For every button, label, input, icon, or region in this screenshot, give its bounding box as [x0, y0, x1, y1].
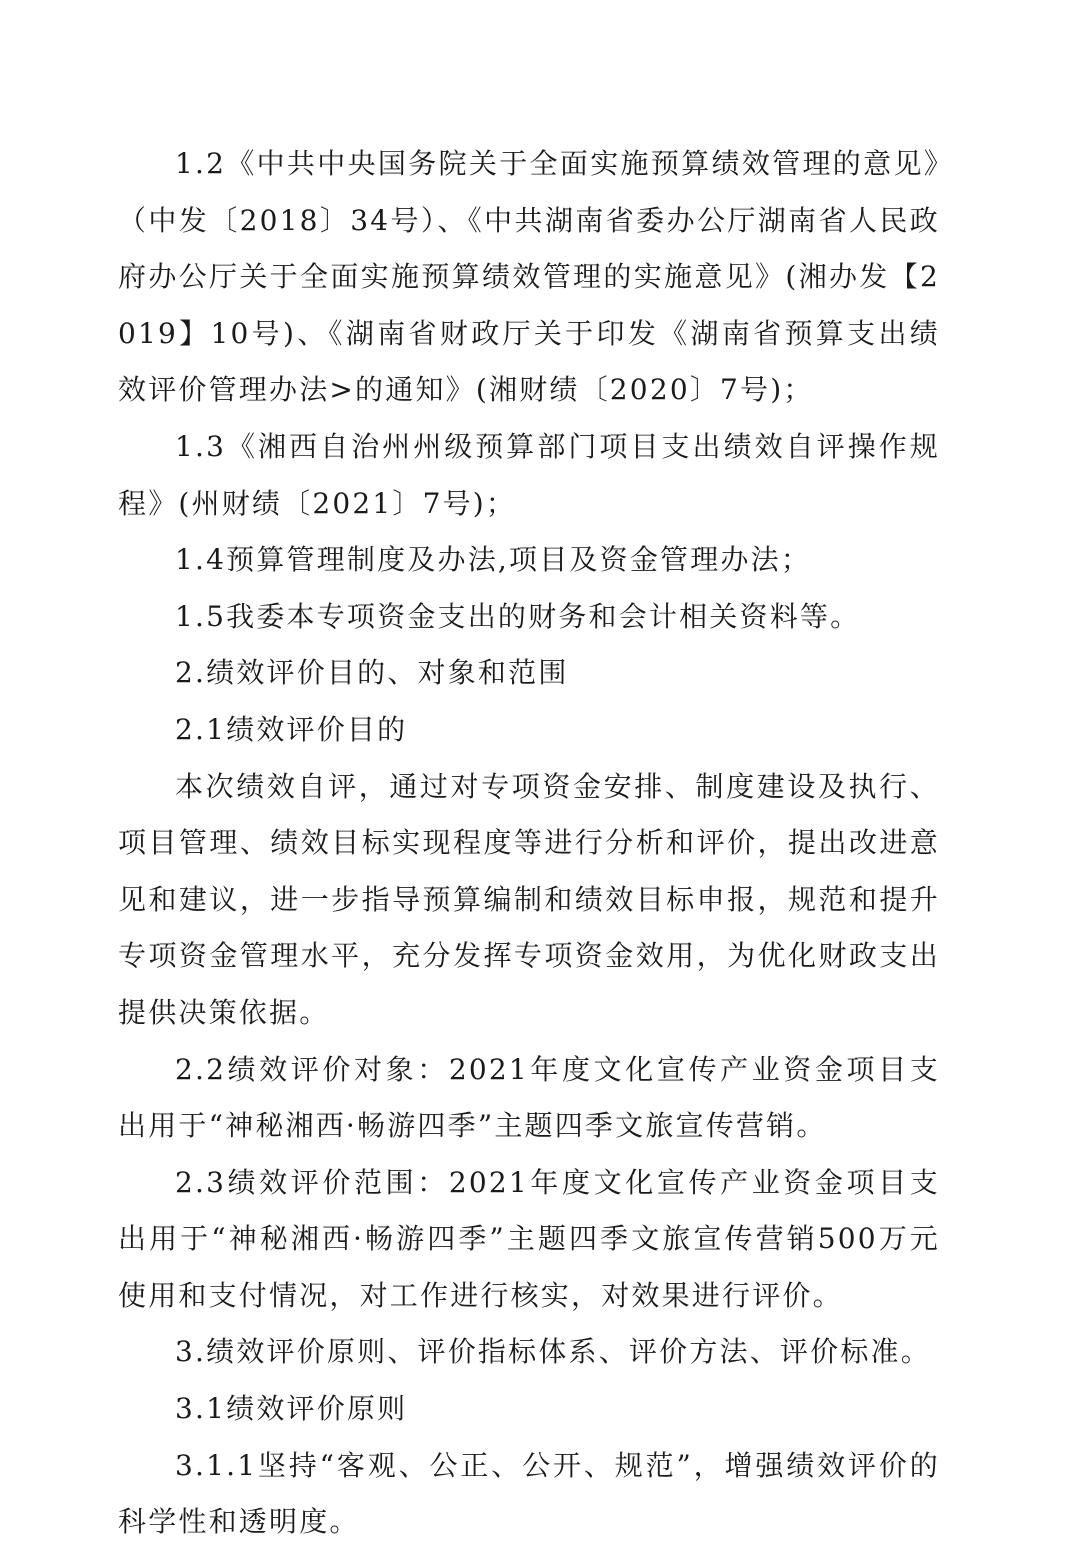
paragraph-principle-3-1-1: 3.1.1坚持“客观、公正、公开、规范”，增强绩效评价的科学性和透明度。 [118, 1448, 940, 1539]
section-heading-2: 2.绩效评价目的、对象和范围 [175, 656, 569, 690]
document-body [118, 136, 940, 1551]
subsection-heading-2-1: 2.1绩效评价目的 [175, 712, 408, 746]
paragraph-basis-1-2: 1.2《中共中央国务院关于全面实施预算绩效管理的意见》（中发〔2018〕34号）、《中共湖南省委办公厅湖南省人民政府办公厅关于全面实施预算绩效管理的实施意见》(湘办发【2019】10号)、《湖南省财政厅关于印发《湖南省预算支出绩效评价管理办法>的通知》(湘财绩〔2020〕7号)； [118, 147, 940, 407]
paragraph-evaluation-scope: 2.3绩效评价范围：2021年度文化宣传产业资金项目支出用于“神秘湘西·畅游四季”主题四季文旅宣传营销500万元使用和支付情况，对工作进行核实，对效果进行评价。 [118, 1165, 940, 1312]
paragraph-basis-1-5: 1.5我委本专项资金支出的财务和会计相关资料等。 [175, 599, 861, 633]
subsection-heading-3-1: 3.1绩效评价原则 [175, 1392, 408, 1426]
paragraph-basis-1-4: 1.4预算管理制度及办法,项目及资金管理办法； [175, 543, 812, 577]
section-heading-3: 3.绩效评价原则、评价指标体系、评价方法、评价标准。 [175, 1335, 931, 1369]
paragraph-basis-1-3: 1.3《湘西自治州州级预算部门项目支出绩效自评操作规程》(州财绩〔2021〕7号)； [118, 429, 940, 520]
paragraph-evaluation-object: 2.2绩效评价对象：2021年度文化宣传产业资金项目支出用于“神秘湘西·畅游四季”主题四季文旅宣传营销。 [118, 1052, 940, 1143]
paragraph-evaluation-purpose: 本次绩效自评，通过对专项资金安排、制度建设及执行、项目管理、绩效目标实现程度等进行分析和评价，提出改进意见和建议，进一步指导预算编制和绩效目标申报，规范和提升专项资金管理水平，充分发挥专项资金效用，为优化财政支出提供决策依据。 [118, 769, 940, 1029]
